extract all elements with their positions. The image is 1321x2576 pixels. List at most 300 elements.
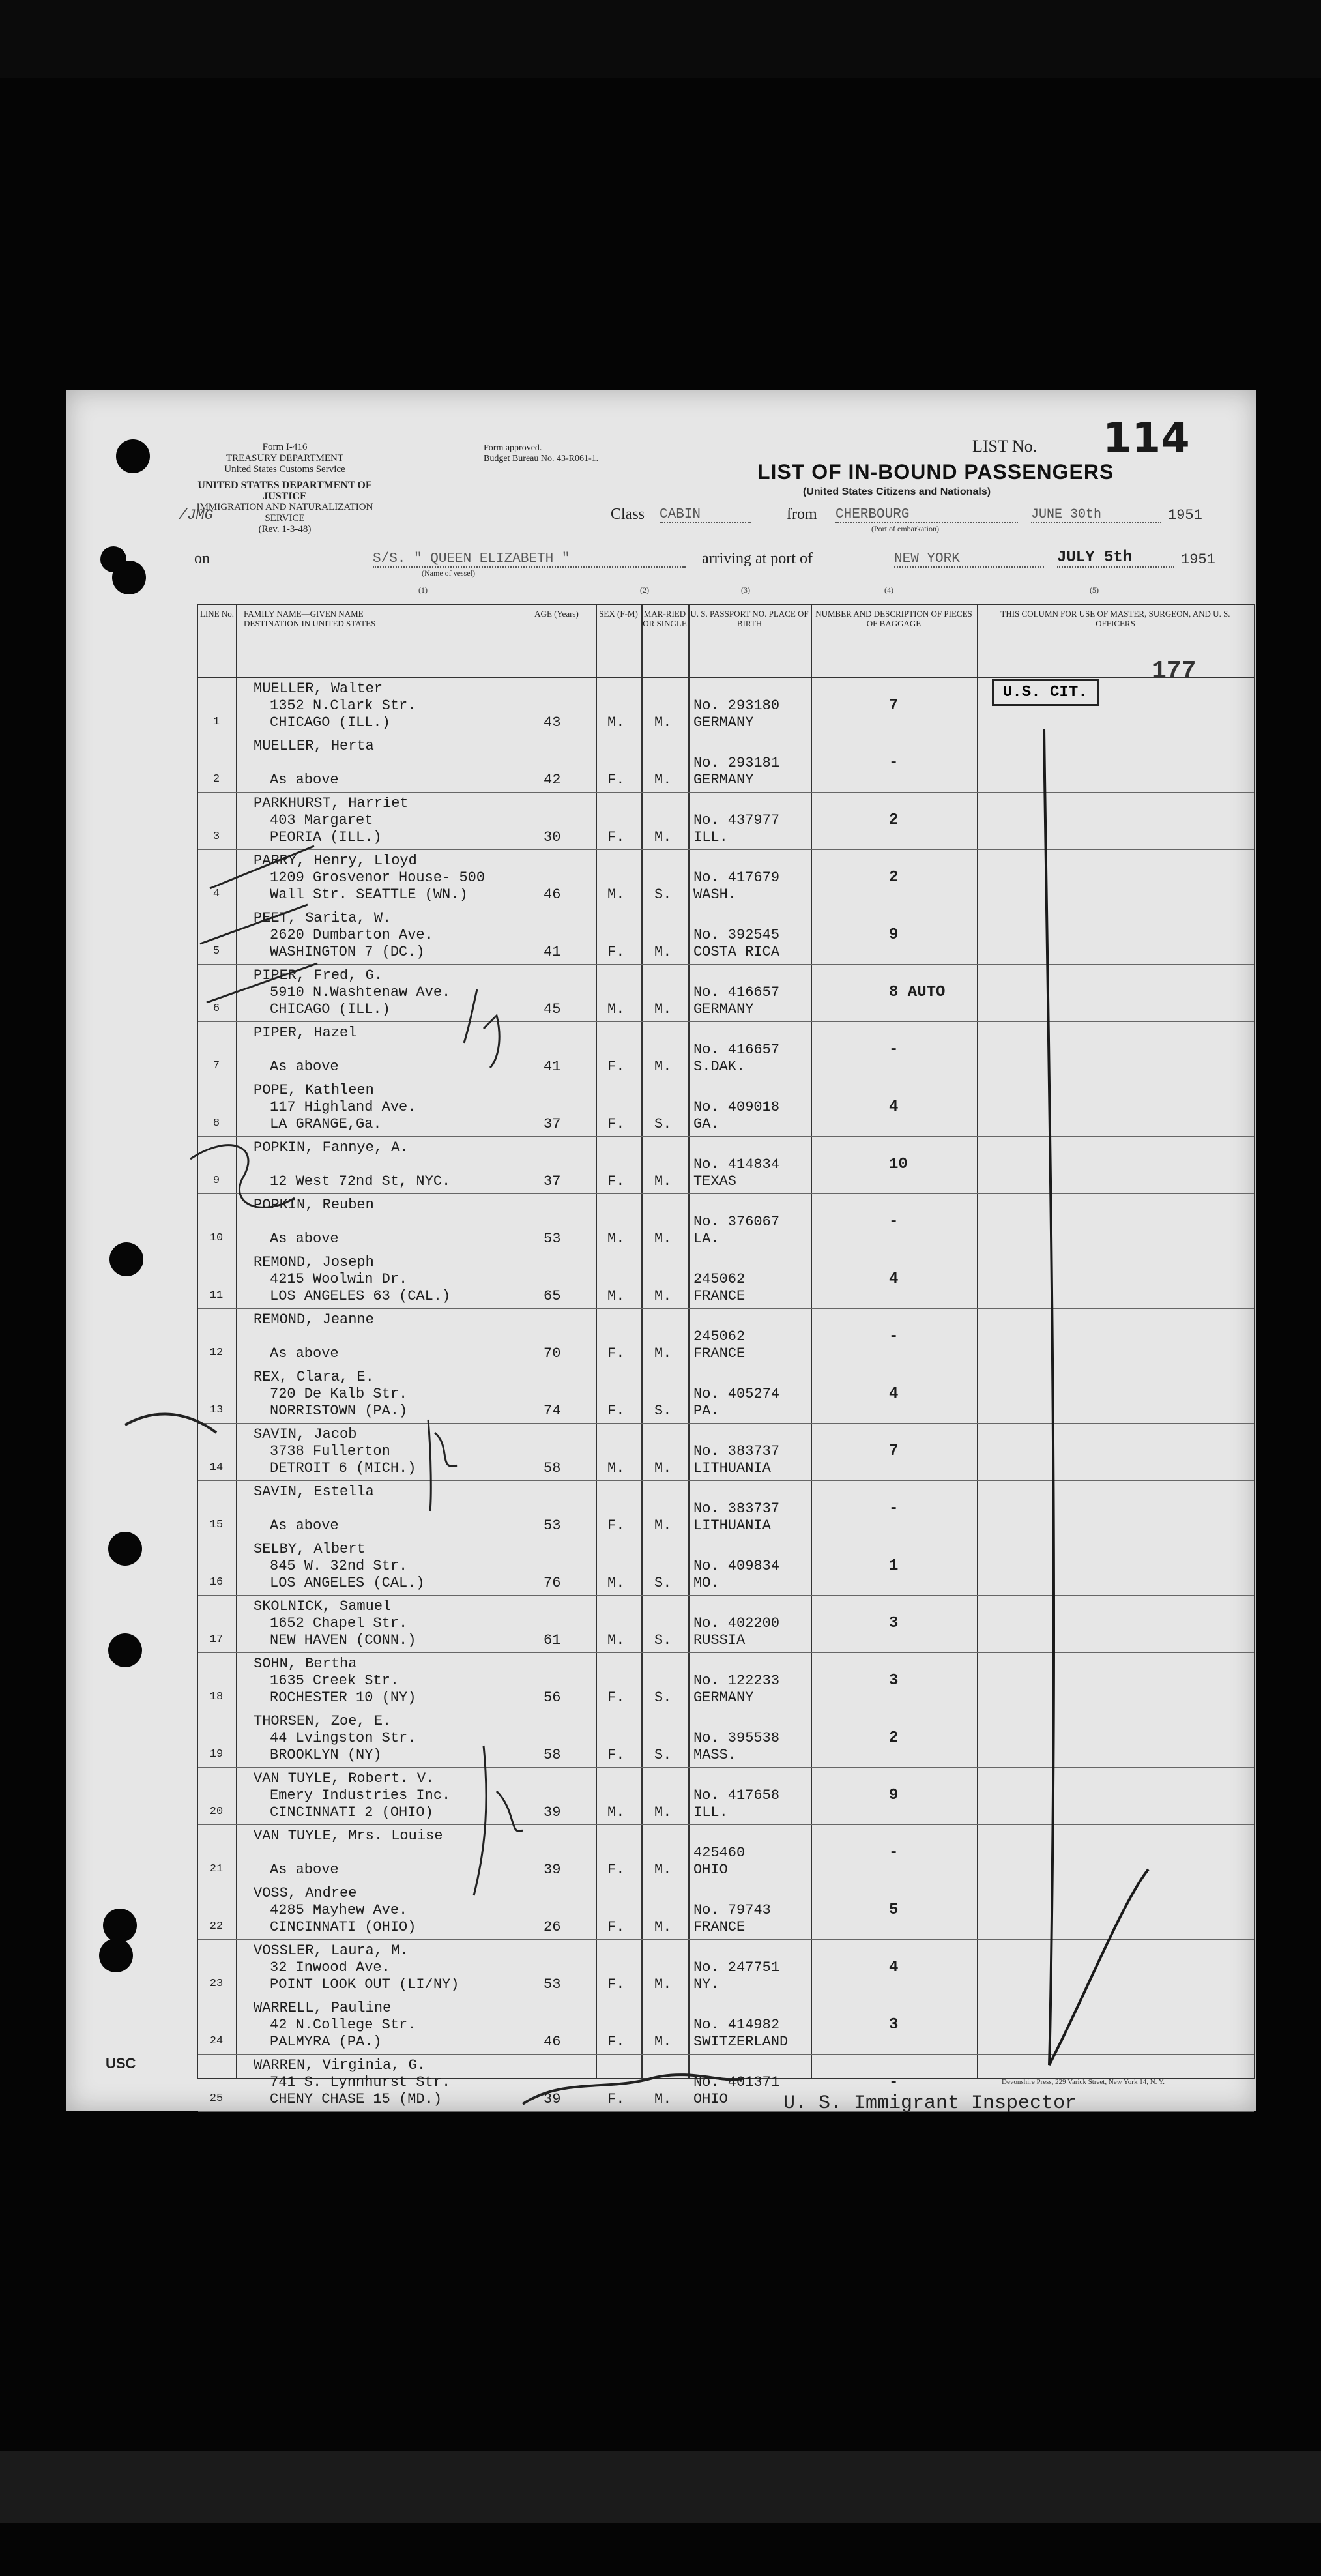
age: 56: [544, 1690, 561, 1706]
page-subtitle: (United States Citizens and Nationals): [803, 486, 991, 497]
col-number: (2): [640, 585, 649, 594]
col-header-married: MAR-RIED OR SINGLE: [643, 609, 687, 628]
age: 41: [544, 944, 561, 960]
baggage-count: 5: [889, 1901, 899, 1919]
sex: M.: [607, 1460, 625, 1476]
passport-number: No. 122233: [693, 1673, 780, 1689]
marital-status: M.: [654, 1231, 672, 1247]
passport-number: No. 79743: [693, 1902, 771, 1918]
place-of-birth: ILL.: [693, 829, 728, 845]
passenger-name: VOSSLER, Laura, M.: [254, 1942, 409, 1959]
age: 70: [544, 1345, 561, 1362]
col-header-age: AGE (Years): [534, 609, 579, 619]
departure-date: JUNE 30th: [1031, 507, 1161, 523]
age: 53: [544, 1976, 561, 1993]
place-of-birth: FRANCE: [693, 1919, 746, 1935]
age: 39: [544, 2091, 561, 2107]
baggage-count: 4: [889, 1098, 899, 1116]
destination: CHICAGO (ILL.): [270, 714, 390, 731]
passport-number: No. 409834: [693, 1558, 780, 1574]
passenger-count-note: 177: [1152, 657, 1197, 685]
class-value: CABIN: [660, 507, 751, 523]
line-number: 4: [212, 888, 220, 900]
arrival-year: 1951: [1181, 551, 1215, 568]
place-of-birth: LITHUANIA: [693, 1460, 771, 1476]
address-line: 4285 Mayhew Ave.: [270, 1902, 408, 1918]
baggage-count: -: [889, 1041, 899, 1059]
destination: Wall Str. SEATTLE (WN.): [270, 886, 468, 903]
col-header-baggage: NUMBER AND DESCRIPTION OF PIECES OF BAGGAGE: [815, 609, 972, 628]
from-label: from: [787, 506, 817, 523]
col-header-sex: SEX (F-M): [599, 609, 638, 619]
passenger-name: PIPER, Fred, G.: [254, 967, 383, 984]
place-of-birth: NY.: [693, 1976, 719, 1993]
marital-status: M.: [654, 1288, 672, 1304]
passport-number: No. 409018: [693, 1099, 780, 1115]
place-of-birth: GERMANY: [693, 1001, 754, 1017]
baggage-count: -: [889, 754, 899, 772]
sex: F.: [607, 1345, 625, 1362]
us-citizen-stamp: U.S. CIT.: [992, 679, 1099, 706]
baggage-count: -: [889, 1213, 899, 1231]
page-title: LIST OF IN-BOUND PASSENGERS: [757, 460, 1114, 484]
passenger-name: POPKIN, Reuben: [254, 1197, 374, 1213]
address-line: 42 N.College Str.: [270, 2017, 416, 2033]
age: 46: [544, 2034, 561, 2050]
passenger-name: PARRY, Henry, Lloyd: [254, 853, 417, 869]
marital-status: M.: [654, 714, 672, 731]
address-line: 1209 Grosvenor House- 500: [270, 870, 486, 886]
place-of-birth: WASH.: [693, 886, 737, 903]
address-line: 44 Lvingston Str.: [270, 1730, 416, 1746]
sex: M.: [607, 1632, 625, 1648]
passenger-name: VOSS, Andree: [254, 1885, 357, 1901]
place-of-birth: ILL.: [693, 1804, 728, 1821]
destination: As above: [270, 1862, 339, 1878]
passenger-name: REX, Clara, E.: [254, 1369, 374, 1385]
address-line: 403 Margaret: [270, 812, 373, 828]
line-number: 20: [209, 1806, 224, 1818]
destination: WASHINGTON 7 (DC.): [270, 944, 425, 960]
place-of-birth: TEXAS: [693, 1173, 737, 1190]
col-number: (5): [1090, 585, 1099, 594]
baggage-count: 7: [889, 1442, 899, 1460]
destination: BROOKLYN (NY): [270, 1747, 382, 1763]
baggage-count: 4: [889, 1959, 899, 1976]
line-number: 2: [212, 773, 220, 785]
baggage-count: 9: [889, 926, 899, 944]
age: 58: [544, 1747, 561, 1763]
baggage-count: -: [889, 1500, 899, 1517]
check-mark: [464, 989, 499, 1068]
marital-status: S.: [654, 1403, 672, 1419]
destination: NEW HAVEN (CONN.): [270, 1632, 416, 1648]
destination: PALMYRA (PA.): [270, 2034, 382, 2050]
age: 30: [544, 829, 561, 845]
passenger-name: PEET, Sarita, W.: [254, 910, 392, 926]
line-number: 25: [209, 2092, 224, 2105]
place-of-birth: GERMANY: [693, 714, 754, 731]
check-mark: [190, 1145, 295, 1208]
line-number: 19: [209, 1748, 224, 1761]
baggage-count: 2: [889, 1729, 899, 1747]
place-of-birth: OHIO: [693, 1862, 728, 1878]
col-number: (3): [741, 585, 750, 594]
line-number: 24: [209, 2035, 224, 2047]
sex: F.: [607, 1173, 625, 1190]
marital-status: M.: [654, 1173, 672, 1190]
handwritten-annotations: [66, 390, 1256, 2111]
baggage-count: 2: [889, 869, 899, 886]
passport-number: 425460: [693, 1845, 746, 1861]
passenger-name: MUELLER, Herta: [254, 738, 374, 754]
address-line: 32 Inwood Ave.: [270, 1959, 390, 1976]
line-number: 16: [209, 1576, 224, 1588]
passport-number: No. 416657: [693, 984, 780, 1001]
baggage-count: 3: [889, 1615, 899, 1632]
dept-line: (Rev. 1-3-48): [258, 524, 312, 534]
address-line: 4215 Woolwin Dr.: [270, 1271, 408, 1287]
passenger-name: SAVIN, Estella: [254, 1484, 374, 1500]
place-of-birth: COSTA RICA: [693, 944, 780, 960]
col-number: (4): [884, 585, 893, 594]
vessel-caption: (Name of vessel): [422, 568, 475, 578]
approved-line: Budget Bureau No. 43-R061-1.: [484, 454, 599, 463]
line-number: 23: [209, 1978, 224, 1990]
line-number: 5: [212, 945, 220, 958]
sex: F.: [607, 772, 625, 788]
arrival-port: NEW YORK: [894, 551, 1044, 568]
marital-status: M.: [654, 1862, 672, 1878]
age: 53: [544, 1231, 561, 1247]
passport-number: No. 392545: [693, 927, 780, 943]
marital-status: S.: [654, 1632, 672, 1648]
passport-number: No. 376067: [693, 1214, 780, 1230]
age: 39: [544, 1804, 561, 1821]
marital-status: M.: [654, 1345, 672, 1362]
destination: As above: [270, 772, 339, 788]
passport-number: No. 414834: [693, 1156, 780, 1173]
passport-number: No. 247751: [693, 1959, 780, 1976]
col-header-line-no: LINE No.: [200, 609, 234, 619]
age: 61: [544, 1632, 561, 1648]
marital-status: S.: [654, 1116, 672, 1132]
sex: F.: [607, 1976, 625, 1993]
manifest-page: [66, 390, 1256, 2115]
passenger-name: WARREN, Virginia, G.: [254, 2057, 426, 2073]
sex: M.: [607, 1001, 625, 1017]
class-label: Class: [611, 506, 645, 523]
form-line: Form I-416: [262, 442, 308, 452]
marital-status: M.: [654, 1804, 672, 1821]
age: 42: [544, 772, 561, 788]
line-number: 21: [209, 1863, 224, 1875]
age: 41: [544, 1059, 561, 1075]
scan-border-top: [0, 0, 1321, 78]
baggage-count: 4: [889, 1385, 899, 1403]
sex: M.: [607, 714, 625, 731]
departure-year: 1951: [1168, 507, 1202, 523]
line-number: 3: [212, 830, 220, 843]
age: 37: [544, 1173, 561, 1190]
marital-status: M.: [654, 2034, 672, 2050]
passenger-name: MUELLER, Walter: [254, 681, 383, 697]
place-of-birth: FRANCE: [693, 1288, 746, 1304]
vessel-name: S/S. " QUEEN ELIZABETH ": [373, 551, 686, 568]
destination: LOS ANGELES (CAL.): [270, 1575, 425, 1591]
col-header-officers: THIS COLUMN FOR USE OF MASTER, SURGEON, AND U. S. OFFICERS: [1000, 609, 1230, 628]
place-of-birth: RUSSIA: [693, 1632, 746, 1648]
line-number: 7: [212, 1060, 220, 1072]
line-number: 11: [209, 1289, 224, 1302]
sex: F.: [607, 829, 625, 845]
marital-status: M.: [654, 944, 672, 960]
destination: LA GRANGE,Ga.: [270, 1116, 382, 1132]
age: 26: [544, 1919, 561, 1935]
age: 76: [544, 1575, 561, 1591]
marital-status: M.: [654, 1517, 672, 1534]
marital-status: M.: [654, 2091, 672, 2107]
passenger-name: SOHN, Bertha: [254, 1656, 357, 1672]
address-line: 117 Highland Ave.: [270, 1099, 416, 1115]
passenger-name: THORSEN, Zoe, E.: [254, 1713, 392, 1729]
check-mark: [125, 1414, 216, 1433]
age: 53: [544, 1517, 561, 1534]
printer-imprint: Devonshire Press, 229 Varick Street, New York 14, N. Y.: [1002, 2078, 1165, 2086]
sex: M.: [607, 1575, 625, 1591]
form-line: TREASURY DEPARTMENT: [225, 453, 344, 463]
destination: As above: [270, 1059, 339, 1075]
list-number-label: LIST No.: [972, 437, 1038, 456]
marital-status: M.: [654, 1919, 672, 1935]
destination: LOS ANGELES 63 (CAL.): [270, 1288, 451, 1304]
baggage-count: 3: [889, 2016, 899, 2034]
passenger-name: SELBY, Albert: [254, 1541, 366, 1557]
passenger-name: SKOLNICK, Samuel: [254, 1598, 392, 1615]
destination: CHENY CHASE 15 (MD.): [270, 2091, 443, 2107]
place-of-birth: S.DAK.: [693, 1059, 746, 1075]
baggage-count: 9: [889, 1787, 899, 1804]
line-number: 15: [209, 1519, 224, 1531]
dept-line: UNITED STATES DEPARTMENT OF JUSTICE: [197, 480, 372, 502]
marital-status: M.: [654, 1460, 672, 1476]
passenger-name: SAVIN, Jacob: [254, 1426, 357, 1442]
destination: As above: [270, 1231, 339, 1247]
marital-status: M.: [654, 1976, 672, 1993]
sex: F.: [607, 1862, 625, 1878]
line-number: 13: [209, 1404, 224, 1416]
place-of-birth: GERMANY: [693, 772, 754, 788]
address-line: Emery Industries Inc.: [270, 1787, 451, 1804]
address-line: 720 De Kalb Str.: [270, 1386, 408, 1402]
sex: M.: [607, 886, 625, 903]
passenger-name: WARRELL, Pauline: [254, 2000, 392, 2016]
baggage-count: -: [889, 2073, 899, 2091]
passport-number: No. 383737: [693, 1443, 780, 1459]
destination: As above: [270, 1345, 339, 1362]
address-line: 5910 N.Washtenaw Ave.: [270, 984, 451, 1001]
clerk-initials: /JMG: [179, 507, 213, 523]
marital-status: M.: [654, 1001, 672, 1017]
marital-status: S.: [654, 1690, 672, 1706]
line-number: 12: [209, 1347, 224, 1359]
baggage-count: 10: [889, 1156, 908, 1173]
passport-number: No. 293180: [693, 697, 780, 714]
destination: PEORIA (ILL.): [270, 829, 382, 845]
port-of-embarkation: CHERBOURG: [835, 507, 1018, 523]
marital-status: S.: [654, 1575, 672, 1591]
passenger-name: PARKHURST, Harriet: [254, 795, 409, 812]
baggage-count: -: [889, 1328, 899, 1345]
check-mark: [200, 846, 317, 1003]
sex: F.: [607, 1517, 625, 1534]
passport-number: No. 293181: [693, 755, 780, 771]
passenger-name: POPKIN, Fannye, A.: [254, 1139, 409, 1156]
arrival-date: JULY 5th: [1057, 549, 1174, 568]
line-number: 18: [209, 1691, 224, 1703]
dept-line: IMMIGRATION AND NATURALIZATION SERVICE: [196, 502, 373, 523]
sex: F.: [607, 1059, 625, 1075]
address-line: 1652 Chapel Str.: [270, 1615, 408, 1632]
address-line: 741 S. Lynnhurst Str.: [270, 2074, 451, 2090]
line-number: 14: [209, 1461, 224, 1474]
destination: CINCINNATI (OHIO): [270, 1919, 416, 1935]
place-of-birth: MASS.: [693, 1747, 737, 1763]
place-of-birth: OHIO: [693, 2091, 728, 2107]
approved-line: Form approved.: [484, 443, 542, 453]
age: 58: [544, 1460, 561, 1476]
baggage-count: -: [889, 1844, 899, 1862]
passport-number: No. 402200: [693, 1615, 780, 1632]
passport-number: No. 416657: [693, 1042, 780, 1058]
destination: CINCINNATI 2 (OHIO): [270, 1804, 433, 1821]
sex: F.: [607, 944, 625, 960]
col-number: (1): [418, 585, 428, 594]
sex: F.: [607, 2091, 625, 2107]
line-number: 8: [212, 1117, 220, 1130]
place-of-birth: LA.: [693, 1231, 719, 1247]
passport-number: 245062: [693, 1271, 746, 1287]
baggage-count: 2: [889, 812, 899, 829]
place-of-birth: MO.: [693, 1575, 719, 1591]
line-number: 9: [212, 1175, 220, 1187]
passenger-name: REMOND, Joseph: [254, 1254, 374, 1270]
line-number: 22: [209, 1920, 224, 1933]
form-line: United States Customs Service: [224, 464, 345, 475]
sex: M.: [607, 1804, 625, 1821]
sex: M.: [607, 1231, 625, 1247]
passport-number: No. 405274: [693, 1386, 780, 1402]
line-number: 1: [212, 716, 220, 728]
place-of-birth: PA.: [693, 1403, 719, 1419]
line-number: 17: [209, 1633, 224, 1646]
line-number: 10: [209, 1232, 224, 1244]
place-of-birth: FRANCE: [693, 1345, 746, 1362]
passport-number: No. 414982: [693, 2017, 780, 2033]
passenger-name: VAN TUYLE, Robert. V.: [254, 1770, 435, 1787]
marital-status: M.: [654, 1059, 672, 1075]
sex: F.: [607, 1690, 625, 1706]
destination: ROCHESTER 10 (NY): [270, 1690, 416, 1706]
age: 45: [544, 1001, 561, 1017]
destination: NORRISTOWN (PA.): [270, 1403, 408, 1419]
list-number-value: 114: [1103, 415, 1190, 463]
age: 37: [544, 1116, 561, 1132]
passenger-name: REMOND, Jeanne: [254, 1311, 374, 1328]
port-caption: (Port of embarkation): [871, 524, 939, 533]
passport-number: 245062: [693, 1328, 746, 1345]
inspector-signature: [523, 2075, 744, 2104]
row-divider: [198, 2111, 1254, 2112]
place-of-birth: GA.: [693, 1116, 719, 1132]
on-label: on: [194, 550, 210, 567]
baggage-count: 4: [889, 1270, 899, 1288]
baggage-count: 1: [889, 1557, 899, 1575]
passenger-name: PIPER, Hazel: [254, 1025, 357, 1041]
passenger-name: VAN TUYLE, Mrs. Louise: [254, 1828, 443, 1844]
scan-border-bottom: [0, 2451, 1321, 2523]
check-mark: [474, 1746, 523, 1895]
col-header-passport: U. S. PASSPORT NO. PLACE OF BIRTH: [690, 609, 809, 628]
check-mark-line: [1044, 729, 1148, 2065]
passport-number: No. 417658: [693, 1787, 780, 1804]
passport-number: No. 383737: [693, 1500, 780, 1517]
place-of-birth: GERMANY: [693, 1690, 754, 1706]
inspector-label: U. S. Immigrant Inspector: [783, 2092, 1077, 2115]
destination: DETROIT 6 (MICH.): [270, 1460, 416, 1476]
marital-status: M.: [654, 772, 672, 788]
place-of-birth: LITHUANIA: [693, 1517, 771, 1534]
age: 43: [544, 714, 561, 731]
destination: CHICAGO (ILL.): [270, 1001, 390, 1017]
destination: As above: [270, 1517, 339, 1534]
marital-status: S.: [654, 1747, 672, 1763]
passport-number: No. 417679: [693, 870, 780, 886]
usc-mark: USC: [106, 2055, 136, 2071]
sex: F.: [607, 1116, 625, 1132]
passport-number: No. 437977: [693, 812, 780, 828]
passport-number: No. 401371: [693, 2074, 780, 2090]
line-number: 6: [212, 1003, 220, 1015]
baggage-count: 7: [889, 697, 899, 714]
sex: F.: [607, 2034, 625, 2050]
sex: M.: [607, 1288, 625, 1304]
passport-number: No. 395538: [693, 1730, 780, 1746]
sex: F.: [607, 1403, 625, 1419]
age: 46: [544, 886, 561, 903]
age: 39: [544, 1862, 561, 1878]
sex: F.: [607, 1919, 625, 1935]
passenger-name: POPE, Kathleen: [254, 1082, 374, 1098]
address-line: 2620 Dumbarton Ave.: [270, 927, 433, 943]
marital-status: M.: [654, 829, 672, 845]
address-line: 3738 Fullerton: [270, 1443, 390, 1459]
arriving-label: arriving at port of: [702, 550, 813, 567]
age: 65: [544, 1288, 561, 1304]
col-header-name: FAMILY NAME—GIVEN NAME DESTINATION IN UNITED STATES: [244, 609, 376, 628]
address-line: 845 W. 32nd Str.: [270, 1558, 408, 1574]
baggage-count: 8 AUTO: [889, 984, 946, 1001]
address-line: 1352 N.Clark Str.: [270, 697, 416, 714]
marital-status: S.: [654, 886, 672, 903]
sex: F.: [607, 1747, 625, 1763]
address-line: 1635 Creek Str.: [270, 1673, 399, 1689]
age: 74: [544, 1403, 561, 1419]
check-mark: [428, 1420, 457, 1511]
baggage-count: 3: [889, 1672, 899, 1690]
destination: 12 West 72nd St, NYC.: [270, 1173, 451, 1190]
destination: POINT LOOK OUT (LI/NY): [270, 1976, 459, 1993]
